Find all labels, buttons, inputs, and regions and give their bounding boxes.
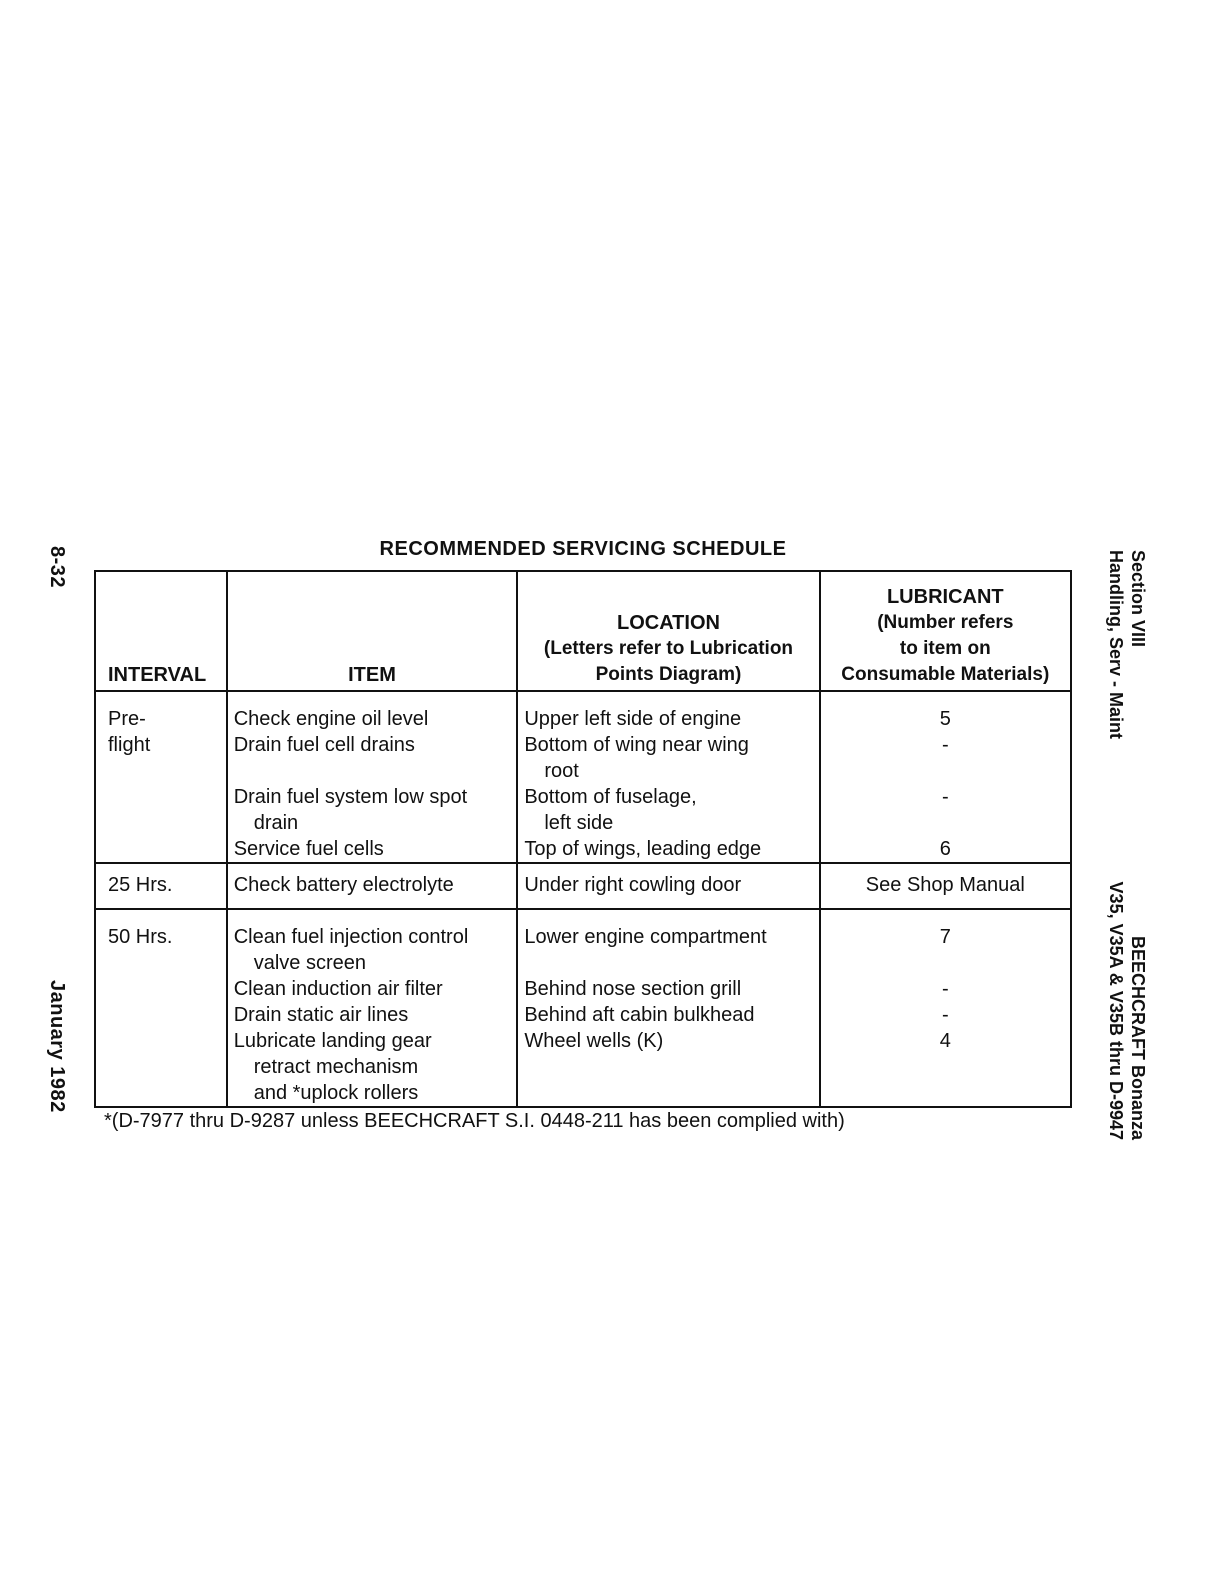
item-cell: Lubricate landing gear retract mechanism and *uplock rollers xyxy=(227,1028,518,1107)
lubricant-cell: - xyxy=(820,732,1071,784)
servicing-schedule-table xyxy=(94,570,1072,1108)
table-row xyxy=(95,976,1071,1002)
lubricant-cell: 4 xyxy=(820,1028,1071,1107)
table-header-row xyxy=(95,571,1071,691)
header-line-1 xyxy=(1124,550,1148,1140)
interval-cell: Pre- flight xyxy=(95,691,227,863)
group-50-hrs xyxy=(95,909,1071,1107)
location-cell: Behind nose section grill xyxy=(517,976,819,1002)
header-lubricant-title: LUBRICANT xyxy=(886,586,1004,608)
section-label: Section VIII xyxy=(1128,550,1148,648)
location-cell: Bottom of fuselage, left side xyxy=(517,784,819,836)
header-lubricant-note-3: Consumable Materials) xyxy=(841,664,1050,685)
header-interval: INTERVAL xyxy=(95,571,227,691)
header-location xyxy=(517,571,819,691)
location-cell: Under right cowling door xyxy=(517,863,819,909)
table-row xyxy=(95,863,1071,909)
header-lubricant-note-1: (Number refers xyxy=(877,612,1014,633)
aircraft-models: V35, V35A & V35B thru D-9947 xyxy=(1106,881,1126,1140)
interval-cell: 50 Hrs. xyxy=(95,909,227,1107)
lubricant-cell: - xyxy=(820,784,1071,836)
location-cell: Upper left side of engine xyxy=(517,691,819,732)
table-row xyxy=(95,732,1071,784)
item-cell: Drain static air lines xyxy=(227,1002,518,1028)
lubricant-cell: See Shop Manual xyxy=(820,863,1071,909)
item-cell: Check battery electrolyte xyxy=(227,863,518,909)
header-lubricant-note-2: to item on xyxy=(899,638,991,659)
table-row xyxy=(95,836,1071,863)
header-location-note-2: Points Diagram) xyxy=(595,664,742,685)
table-row xyxy=(95,909,1071,976)
location-cell: Bottom of wing near wing root xyxy=(517,732,819,784)
location-cell: Behind aft cabin bulkhead xyxy=(517,1002,819,1028)
lubricant-cell: - xyxy=(820,1002,1071,1028)
section-subtitle: Handling, Serv - Maint xyxy=(1106,550,1126,740)
group-25-hrs xyxy=(95,863,1071,909)
lubricant-cell: - xyxy=(820,976,1071,1002)
table-row xyxy=(95,784,1071,836)
header-lubricant xyxy=(820,571,1071,691)
page-title: RECOMMENDED SERVICING SCHEDULE xyxy=(379,538,787,560)
header-location-title: LOCATION xyxy=(617,612,720,634)
lubricant-cell: 5 xyxy=(820,691,1071,732)
page-date: January 1982 xyxy=(46,980,68,1113)
item-cell: Clean fuel injection control valve screen xyxy=(227,909,518,976)
table-row xyxy=(95,1002,1071,1028)
header-line-2 xyxy=(1102,550,1126,1140)
footnote: *(D-7977 thru D-9287 unless BEECHCRAFT S.I. 0448-211 has been complied with) xyxy=(104,1110,845,1132)
location-cell: Top of wings, leading edge xyxy=(517,836,819,863)
location-cell: Wheel wells (K) xyxy=(517,1028,819,1107)
right-margin-header xyxy=(1108,550,1148,1140)
item-cell: Check engine oil level xyxy=(227,691,518,732)
interval-cell: 25 Hrs. xyxy=(95,863,227,909)
item-cell: Drain fuel system low spot drain xyxy=(227,784,518,836)
item-cell: Service fuel cells xyxy=(227,836,518,863)
location-cell: Lower engine compartment xyxy=(517,909,819,976)
header-location-note-1: (Letters refer to Lubrication xyxy=(543,638,794,659)
item-cell: Clean induction air filter xyxy=(227,976,518,1002)
aircraft-brand: BEECHCRAFT Bonanza xyxy=(1128,935,1148,1140)
header-item: ITEM xyxy=(227,571,518,691)
page-number: 8-32 xyxy=(46,546,68,589)
item-cell: Drain fuel cell drains xyxy=(227,732,518,784)
lubricant-cell: 7 xyxy=(820,909,1071,976)
table-row xyxy=(95,691,1071,732)
lubricant-cell: 6 xyxy=(820,836,1071,863)
table-row xyxy=(95,1028,1071,1107)
group-preflight xyxy=(95,691,1071,863)
